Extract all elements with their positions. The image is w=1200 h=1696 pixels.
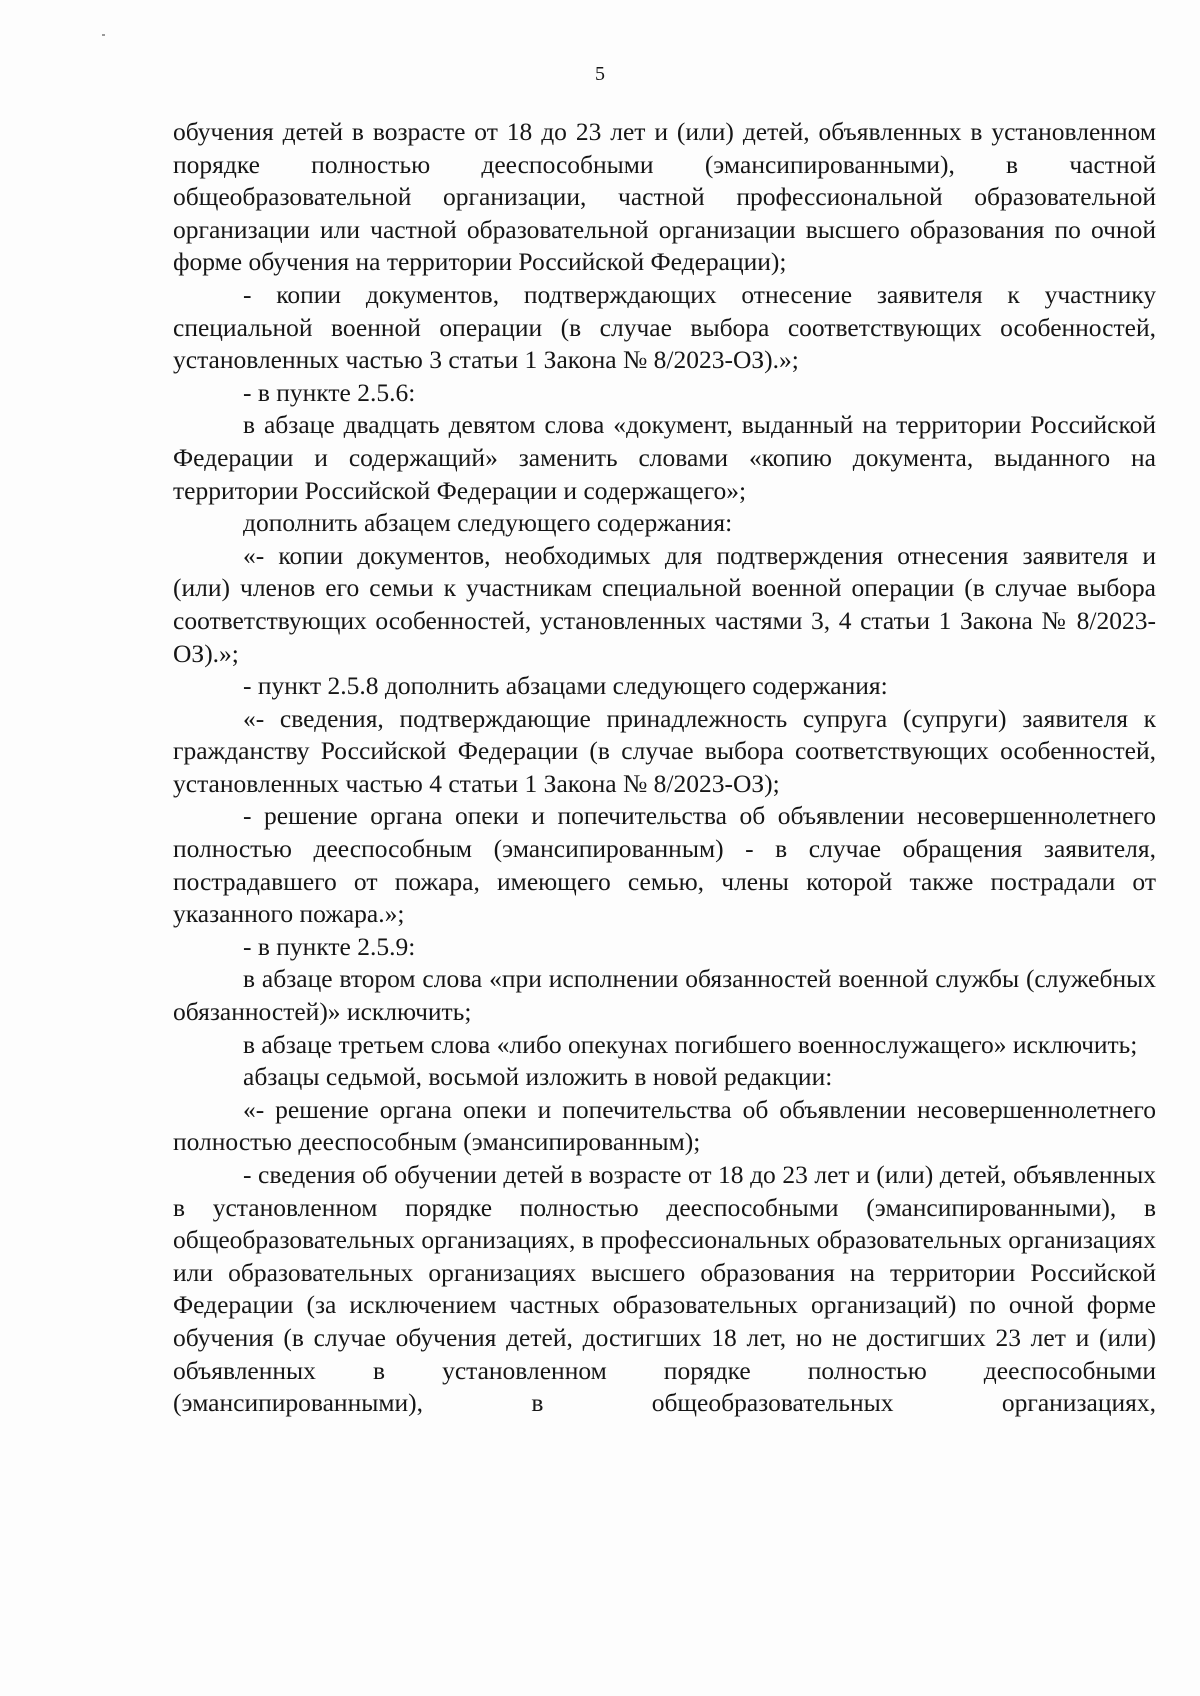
paragraph-copies-docs: «- копии документов, необходимых для подтверждения отнесения заявителя и (или) членов его семьи к участникам специальной военной операции (в случае выбора соответствующих особенностей, установленных частями 3, 4 статьи 1 Закона № 8/2023-ОЗ).»;	[173, 540, 1156, 668]
paragraph-item-2-5-8: - пункт 2.5.8 дополнить абзацами следующего содержания:	[243, 671, 888, 701]
paragraph-replace-words: в абзаце двадцать девятом слова «документ, выданный на территории Российской Федерации и содержащий» заменить словами «копию документа, выданного на территории Российской Федерации и содержащего»;	[173, 410, 1156, 505]
paragraph-item-2-5-9: - в пункте 2.5.9:	[243, 931, 416, 961]
paragraph-second-abzac: в абзаце втором слова «при исполнении обязанностей военной службы (служебных обязанностей)» исключить;	[173, 964, 1156, 1027]
paragraph-add-abzac: дополнить абзацем следующего содержания:	[243, 508, 733, 538]
scan-speck	[102, 34, 105, 36]
paragraph-spouse-citizenship: «- сведения, подтверждающие принадлежность супруга (супруги) заявителя к гражданству Российской Федерации (в случае выбора соответствующих особенностей, установленных частью 4 статьи 1 Закона № 8/2023-ОЗ);	[173, 703, 1156, 798]
paragraph-continuation: обучения детей в возрасте от 18 до 23 лет и (или) детей, объявленных в установленном порядке полностью дееспособными (эмансипированными), в частной общеобразовательной организации, частной профессиональной образовательной организации или частной образовательной организации высшего образования по очной форме обучения на территории Российской Федерации);	[173, 117, 1156, 277]
page-number: 5	[595, 63, 605, 85]
paragraph-education-info: - сведения об обучении детей в возрасте от 18 до 23 лет и (или) детей, объявленных в установленном порядке полностью дееспособными (эмансипированными), в общеобразовательных организациях, в профессиональных образовательных организациях или образовательных организациях высшего образования на территории Российской Федерации (за исключением частных образовательных организаций) по очной форме обучения (в случае обучения детей, достигших 18 лет, но не достигших 23 лет и (или) объявленных в установленном порядке полностью дееспособными (эмансипированными), в общеобразовательных организациях,	[173, 1160, 1156, 1418]
paragraph-item-2-5-6: - в пункте 2.5.6:	[243, 377, 416, 407]
paragraph-guardianship-decision: - решение органа опеки и попечительства об объявлении несовершеннолетнего полностью дееспособным (эмансипированным) - в случае обращения заявителя, пострадавшего от пожара, имеющего семью, члены которой также пострадали от указанного пожара.»;	[173, 801, 1156, 929]
paragraph-military-docs: - копии документов, подтверждающих отнесение заявителя к участнику специальной военной операции (в случае выбора соответствующих особенностей, установленных частью 3 статьи 1 Закона № 8/2023-ОЗ).»;	[173, 279, 1156, 375]
paragraph-new-decision: «- решение органа опеки и попечительства об объявлении несовершеннолетнего полностью дееспособным (эмансипированным);	[173, 1094, 1156, 1157]
paragraph-seventh-eighth: абзацы седьмой, восьмой изложить в новой редакции:	[243, 1062, 833, 1092]
document-body	[173, 116, 1156, 1420]
paragraph-third-abzac: в абзаце третьем слова «либо опекунах погибшего военнослужащего» исключить;	[243, 1029, 1138, 1059]
